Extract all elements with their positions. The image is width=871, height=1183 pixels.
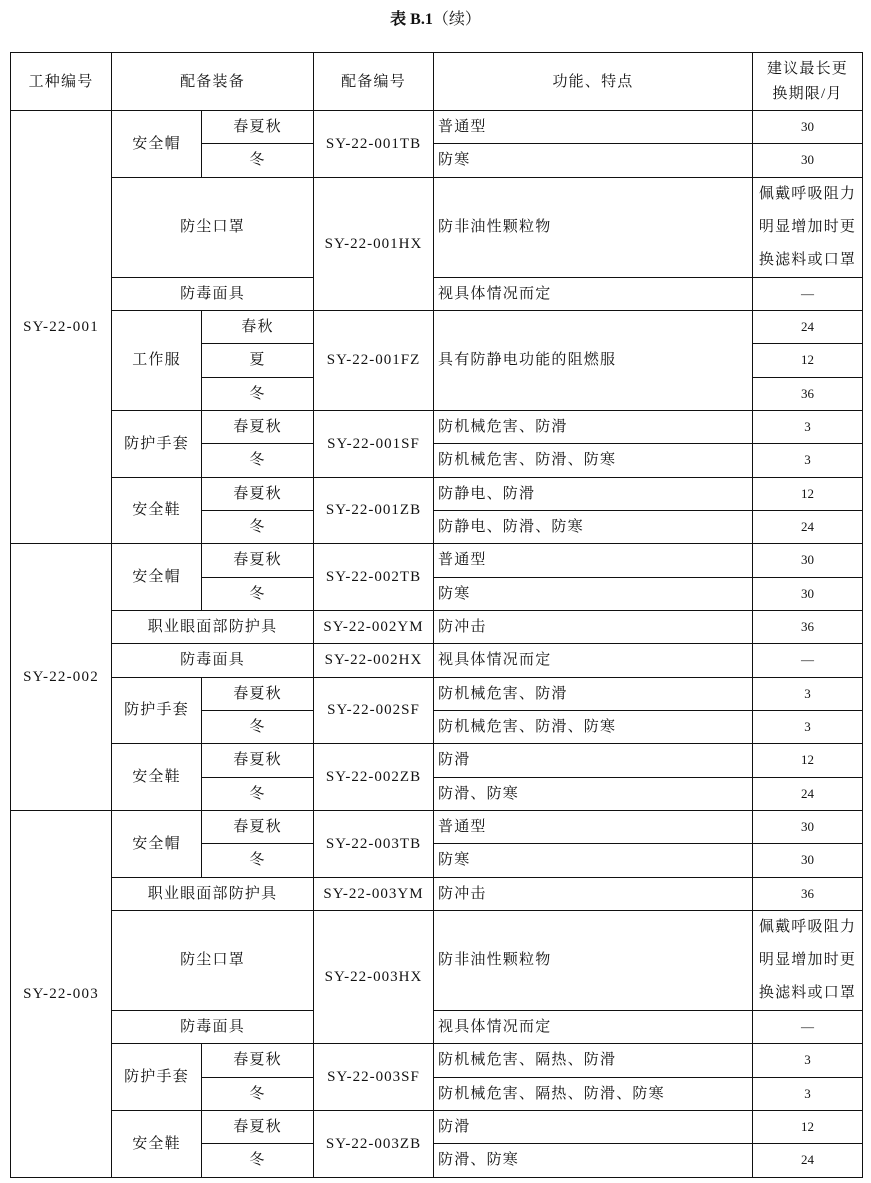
- job-code-cell: SY-22-002: [11, 544, 112, 811]
- table-title-main: 表 B.1: [390, 11, 433, 28]
- equipment-cell: 安全帽: [112, 544, 202, 611]
- season-cell: 冬: [202, 1144, 314, 1177]
- period-line: 换滤料或口罩: [758, 251, 857, 268]
- equipment-cell: 防护手套: [112, 1044, 202, 1111]
- period-cell: —: [753, 1010, 863, 1043]
- function-cell: 防机械危害、隔热、防滑、防寒: [434, 1077, 753, 1110]
- function-cell: 视具体情况而定: [434, 644, 753, 677]
- table-row: [11, 744, 863, 777]
- function-cell: 防机械危害、防滑、防寒: [434, 710, 753, 743]
- function-cell: 普通型: [434, 111, 753, 144]
- table-row: [11, 111, 863, 144]
- period-cell: 30: [753, 577, 863, 610]
- function-cell: 防寒: [434, 144, 753, 177]
- equipment-cell: 防毒面具: [112, 1010, 314, 1043]
- equipment-code-cell: SY-22-003SF: [314, 1044, 434, 1111]
- function-cell: 普通型: [434, 544, 753, 577]
- season-cell: 春夏秋: [202, 410, 314, 443]
- function-cell: 防机械危害、防滑: [434, 677, 753, 710]
- function-cell: 防滑: [434, 1110, 753, 1143]
- period-cell: 24: [753, 510, 863, 543]
- table-row: [11, 810, 863, 843]
- equipment-code-cell: SY-22-001HX: [314, 177, 434, 310]
- equipment-code-cell: SY-22-002YM: [314, 610, 434, 643]
- function-cell: 防静电、防滑: [434, 477, 753, 510]
- header-line: 换期限/月: [772, 85, 843, 102]
- period-cell: 24: [753, 777, 863, 810]
- season-cell: 春夏秋: [202, 111, 314, 144]
- table-row: [11, 177, 863, 277]
- header-job-code: 工种编号: [11, 53, 112, 111]
- period-line: 换滤料或口罩: [758, 984, 857, 1001]
- equipment-cell: 安全鞋: [112, 1110, 202, 1177]
- equipment-cell: 防毒面具: [112, 644, 314, 677]
- table-title-suffix: （续）: [432, 11, 481, 28]
- equipment-code-cell: SY-22-002SF: [314, 677, 434, 744]
- period-cell: 12: [753, 344, 863, 377]
- function-cell: 防机械危害、防滑: [434, 410, 753, 443]
- equipment-cell: 防尘口罩: [112, 177, 314, 277]
- season-cell: 春夏秋: [202, 677, 314, 710]
- period-cell: 36: [753, 877, 863, 910]
- period-cell: 3: [753, 677, 863, 710]
- season-cell: 冬: [202, 577, 314, 610]
- header-equipment-code: 配备编号: [314, 53, 434, 111]
- equipment-code-cell: SY-22-003YM: [314, 877, 434, 910]
- header-function: 功能、特点: [434, 53, 753, 111]
- function-cell: 防机械危害、防滑、防寒: [434, 444, 753, 477]
- period-cell: 3: [753, 1077, 863, 1110]
- season-cell: 春夏秋: [202, 1044, 314, 1077]
- function-cell: 防寒: [434, 577, 753, 610]
- equipment-code-cell: SY-22-003HX: [314, 910, 434, 1043]
- season-cell: 春夏秋: [202, 810, 314, 843]
- table-row: [11, 910, 863, 1010]
- table-row: [11, 544, 863, 577]
- season-cell: 冬: [202, 1077, 314, 1110]
- season-cell: 冬: [202, 510, 314, 543]
- period-line: 佩戴呼吸阻力: [758, 185, 857, 202]
- season-cell: 冬: [202, 377, 314, 410]
- job-code-cell: SY-22-001: [11, 111, 112, 544]
- equipment-code-cell: SY-22-001SF: [314, 410, 434, 477]
- period-cell: —: [753, 644, 863, 677]
- equipment-cell: 防尘口罩: [112, 910, 314, 1010]
- season-cell: 春夏秋: [202, 1110, 314, 1143]
- equipment-table: [10, 52, 863, 1178]
- season-cell: 春夏秋: [202, 744, 314, 777]
- table-row: [11, 610, 863, 643]
- function-cell: 防滑、防寒: [434, 777, 753, 810]
- period-cell: 3: [753, 444, 863, 477]
- table-row: [11, 277, 863, 310]
- function-cell: 防寒: [434, 844, 753, 877]
- period-cell: 30: [753, 111, 863, 144]
- period-cell: 30: [753, 844, 863, 877]
- equipment-cell: 安全帽: [112, 111, 202, 178]
- season-cell: 冬: [202, 844, 314, 877]
- season-cell: 冬: [202, 144, 314, 177]
- function-cell: 防冲击: [434, 877, 753, 910]
- period-line: 佩戴呼吸阻力: [758, 918, 857, 935]
- equipment-code-cell: SY-22-001ZB: [314, 477, 434, 544]
- equipment-code-cell: SY-22-002ZB: [314, 744, 434, 811]
- season-cell: 夏: [202, 344, 314, 377]
- period-line: 明显增加时更: [758, 951, 857, 968]
- period-cell: —: [753, 277, 863, 310]
- season-cell: 春夏秋: [202, 544, 314, 577]
- equipment-code-cell: SY-22-002HX: [314, 644, 434, 677]
- equipment-cell: 职业眼面部防护具: [112, 877, 314, 910]
- table-row: [11, 310, 863, 343]
- function-cell: 具有防静电功能的阻燃服: [434, 310, 753, 410]
- period-cell: 36: [753, 377, 863, 410]
- table-row: [11, 1110, 863, 1143]
- period-cell: 12: [753, 744, 863, 777]
- period-cell: 30: [753, 544, 863, 577]
- period-cell: 30: [753, 144, 863, 177]
- equipment-cell: 防护手套: [112, 677, 202, 744]
- period-cell: 30: [753, 810, 863, 843]
- period-cell: 12: [753, 477, 863, 510]
- table-row: [11, 477, 863, 510]
- header-line: 建议最长更: [766, 60, 848, 77]
- table-row: [11, 877, 863, 910]
- season-cell: 冬: [202, 710, 314, 743]
- equipment-cell: 防护手套: [112, 410, 202, 477]
- equipment-cell: 安全帽: [112, 810, 202, 877]
- job-code-cell: SY-22-003: [11, 810, 112, 1177]
- function-cell: 视具体情况而定: [434, 1010, 753, 1043]
- function-cell: 防滑、防寒: [434, 1144, 753, 1177]
- period-cell: 24: [753, 310, 863, 343]
- period-cell: 36: [753, 610, 863, 643]
- equipment-cell: 职业眼面部防护具: [112, 610, 314, 643]
- equipment-cell: 安全鞋: [112, 477, 202, 544]
- function-cell: 视具体情况而定: [434, 277, 753, 310]
- season-cell: 冬: [202, 777, 314, 810]
- equipment-cell: 防毒面具: [112, 277, 314, 310]
- equipment-cell: 安全鞋: [112, 744, 202, 811]
- period-cell: [753, 910, 863, 1010]
- equipment-code-cell: SY-22-001TB: [314, 111, 434, 178]
- function-cell: 防滑: [434, 744, 753, 777]
- header-replacement-period: [753, 53, 863, 111]
- table-row: [11, 1010, 863, 1043]
- period-cell: 24: [753, 1144, 863, 1177]
- period-line: 明显增加时更: [758, 218, 857, 235]
- equipment-code-cell: SY-22-002TB: [314, 544, 434, 611]
- period-cell: 3: [753, 410, 863, 443]
- period-cell: [753, 177, 863, 277]
- function-cell: 防静电、防滑、防寒: [434, 510, 753, 543]
- function-cell: 防非油性颗粒物: [434, 910, 753, 1010]
- header-equipment: 配备装备: [112, 53, 314, 111]
- season-cell: 春夏秋: [202, 477, 314, 510]
- period-cell: 12: [753, 1110, 863, 1143]
- function-cell: 防机械危害、隔热、防滑: [434, 1044, 753, 1077]
- season-cell: 春秋: [202, 310, 314, 343]
- function-cell: 普通型: [434, 810, 753, 843]
- period-cell: 3: [753, 1044, 863, 1077]
- equipment-code-cell: SY-22-003TB: [314, 810, 434, 877]
- table-row: [11, 677, 863, 710]
- table-row: [11, 410, 863, 443]
- function-cell: 防非油性颗粒物: [434, 177, 753, 277]
- function-cell: 防冲击: [434, 610, 753, 643]
- equipment-cell: 工作服: [112, 310, 202, 410]
- equipment-code-cell: SY-22-001FZ: [314, 310, 434, 410]
- season-cell: 冬: [202, 444, 314, 477]
- header-row: [11, 53, 863, 111]
- table-title: [0, 9, 871, 31]
- period-cell: 3: [753, 710, 863, 743]
- table-row: [11, 644, 863, 677]
- table-row: [11, 1044, 863, 1077]
- equipment-code-cell: SY-22-003ZB: [314, 1110, 434, 1177]
